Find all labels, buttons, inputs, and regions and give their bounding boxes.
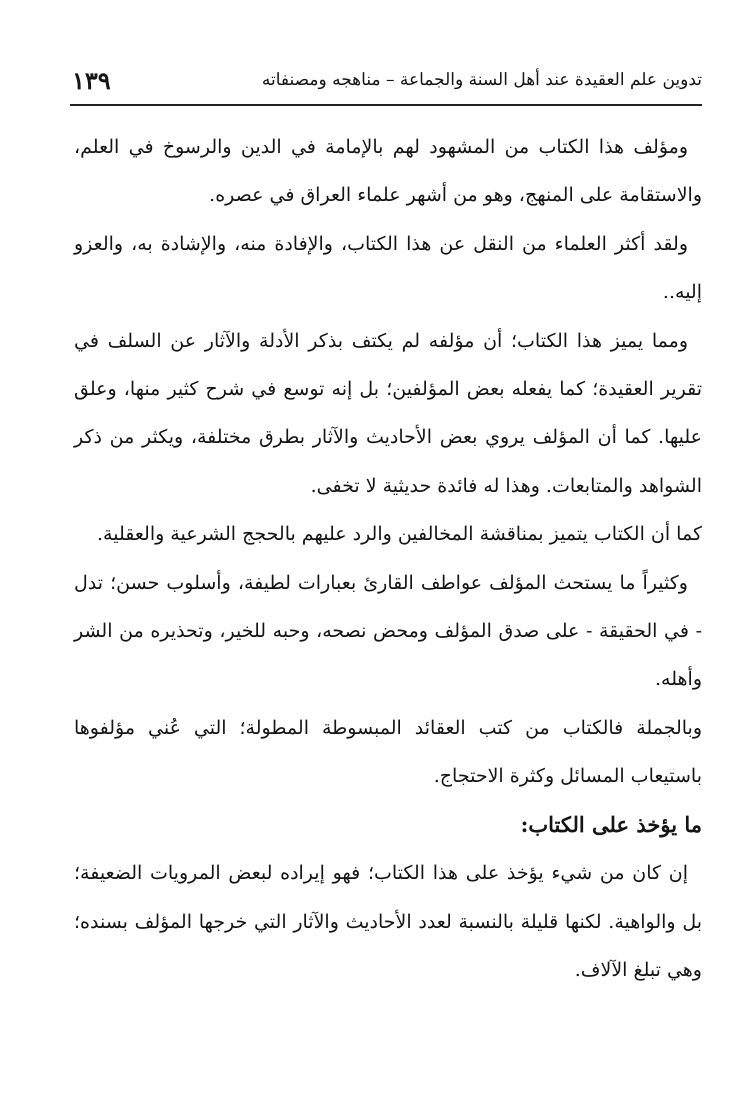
paragraph-distinguishing-features: ومما يميز هذا الكتاب؛ أن مؤلفه لم يكتف بذكر الأدلة والآثار عن السلف في تقرير العقيدة؛ كما يفعله بعض المؤلفين؛ بل إنه توسع في شرح كثير منها، وعلق عليها. كما أن المؤلف يروي بعض الأحاديث والآثار بطرق مختلفة، ويكثر من ذكر الشواهد والمتابعات. وهذا له فائدة حديثية لا تخفى. bbox=[74, 329, 702, 497]
paragraph-scholars-citation: ولقد أكثر العلماء من النقل عن هذا الكتاب، والإفادة منه، والإشادة به، والعزو إليه.. bbox=[74, 232, 702, 304]
header-divider bbox=[70, 104, 702, 106]
section-heading: ما يؤخذ على الكتاب: bbox=[520, 811, 702, 837]
running-header bbox=[70, 62, 702, 102]
paragraph-refuting-opponents: كما أن الكتاب يتميز بمناقشة المخالفين والرد عليهم بالحجج الشرعية والعقلية. bbox=[97, 523, 702, 546]
body-text bbox=[74, 123, 702, 994]
paragraph-author-standing: ومؤلف هذا الكتاب من المشهود لهم بالإمامة في الدين والرسوخ في العلم، والاستقامة على المنهج، وهو من أشهر علماء العراق في عصره. bbox=[74, 136, 702, 207]
paragraph-criticism: إن كان من شيء يؤخذ على هذا الكتاب؛ فهو إيراده لبعض المرويات الضعيفة؛ بل والواهية. لكنها قليلة بالنسبة لعدد الأحاديث والآثار التي خرجها المؤلف بسنده؛ وهي تبلغ الآلاف. bbox=[74, 862, 702, 981]
running-header-title: تدوين علم العقيدة عند أهل السنة والجماعة – مناهجه ومصنفاته bbox=[261, 70, 702, 90]
paragraph-author-style: وكثيراً ما يستحث المؤلف عواطف القارئ بعبارات لطيفة، وأسلوب حسن؛ تدل - في الحقيقة - على صدق المؤلف ومحض نصحه، وحبه للخير، وتحذيره من الشر وأهله. bbox=[74, 571, 702, 691]
paragraph-summary: وبالجملة فالكتاب من كتب العقائد المبسوطة المطولة؛ التي عُني مؤلفوها باستيعاب المسائل وكثرة الاحتجاج. bbox=[74, 716, 702, 788]
page-number: ١٣٩ bbox=[72, 66, 111, 95]
